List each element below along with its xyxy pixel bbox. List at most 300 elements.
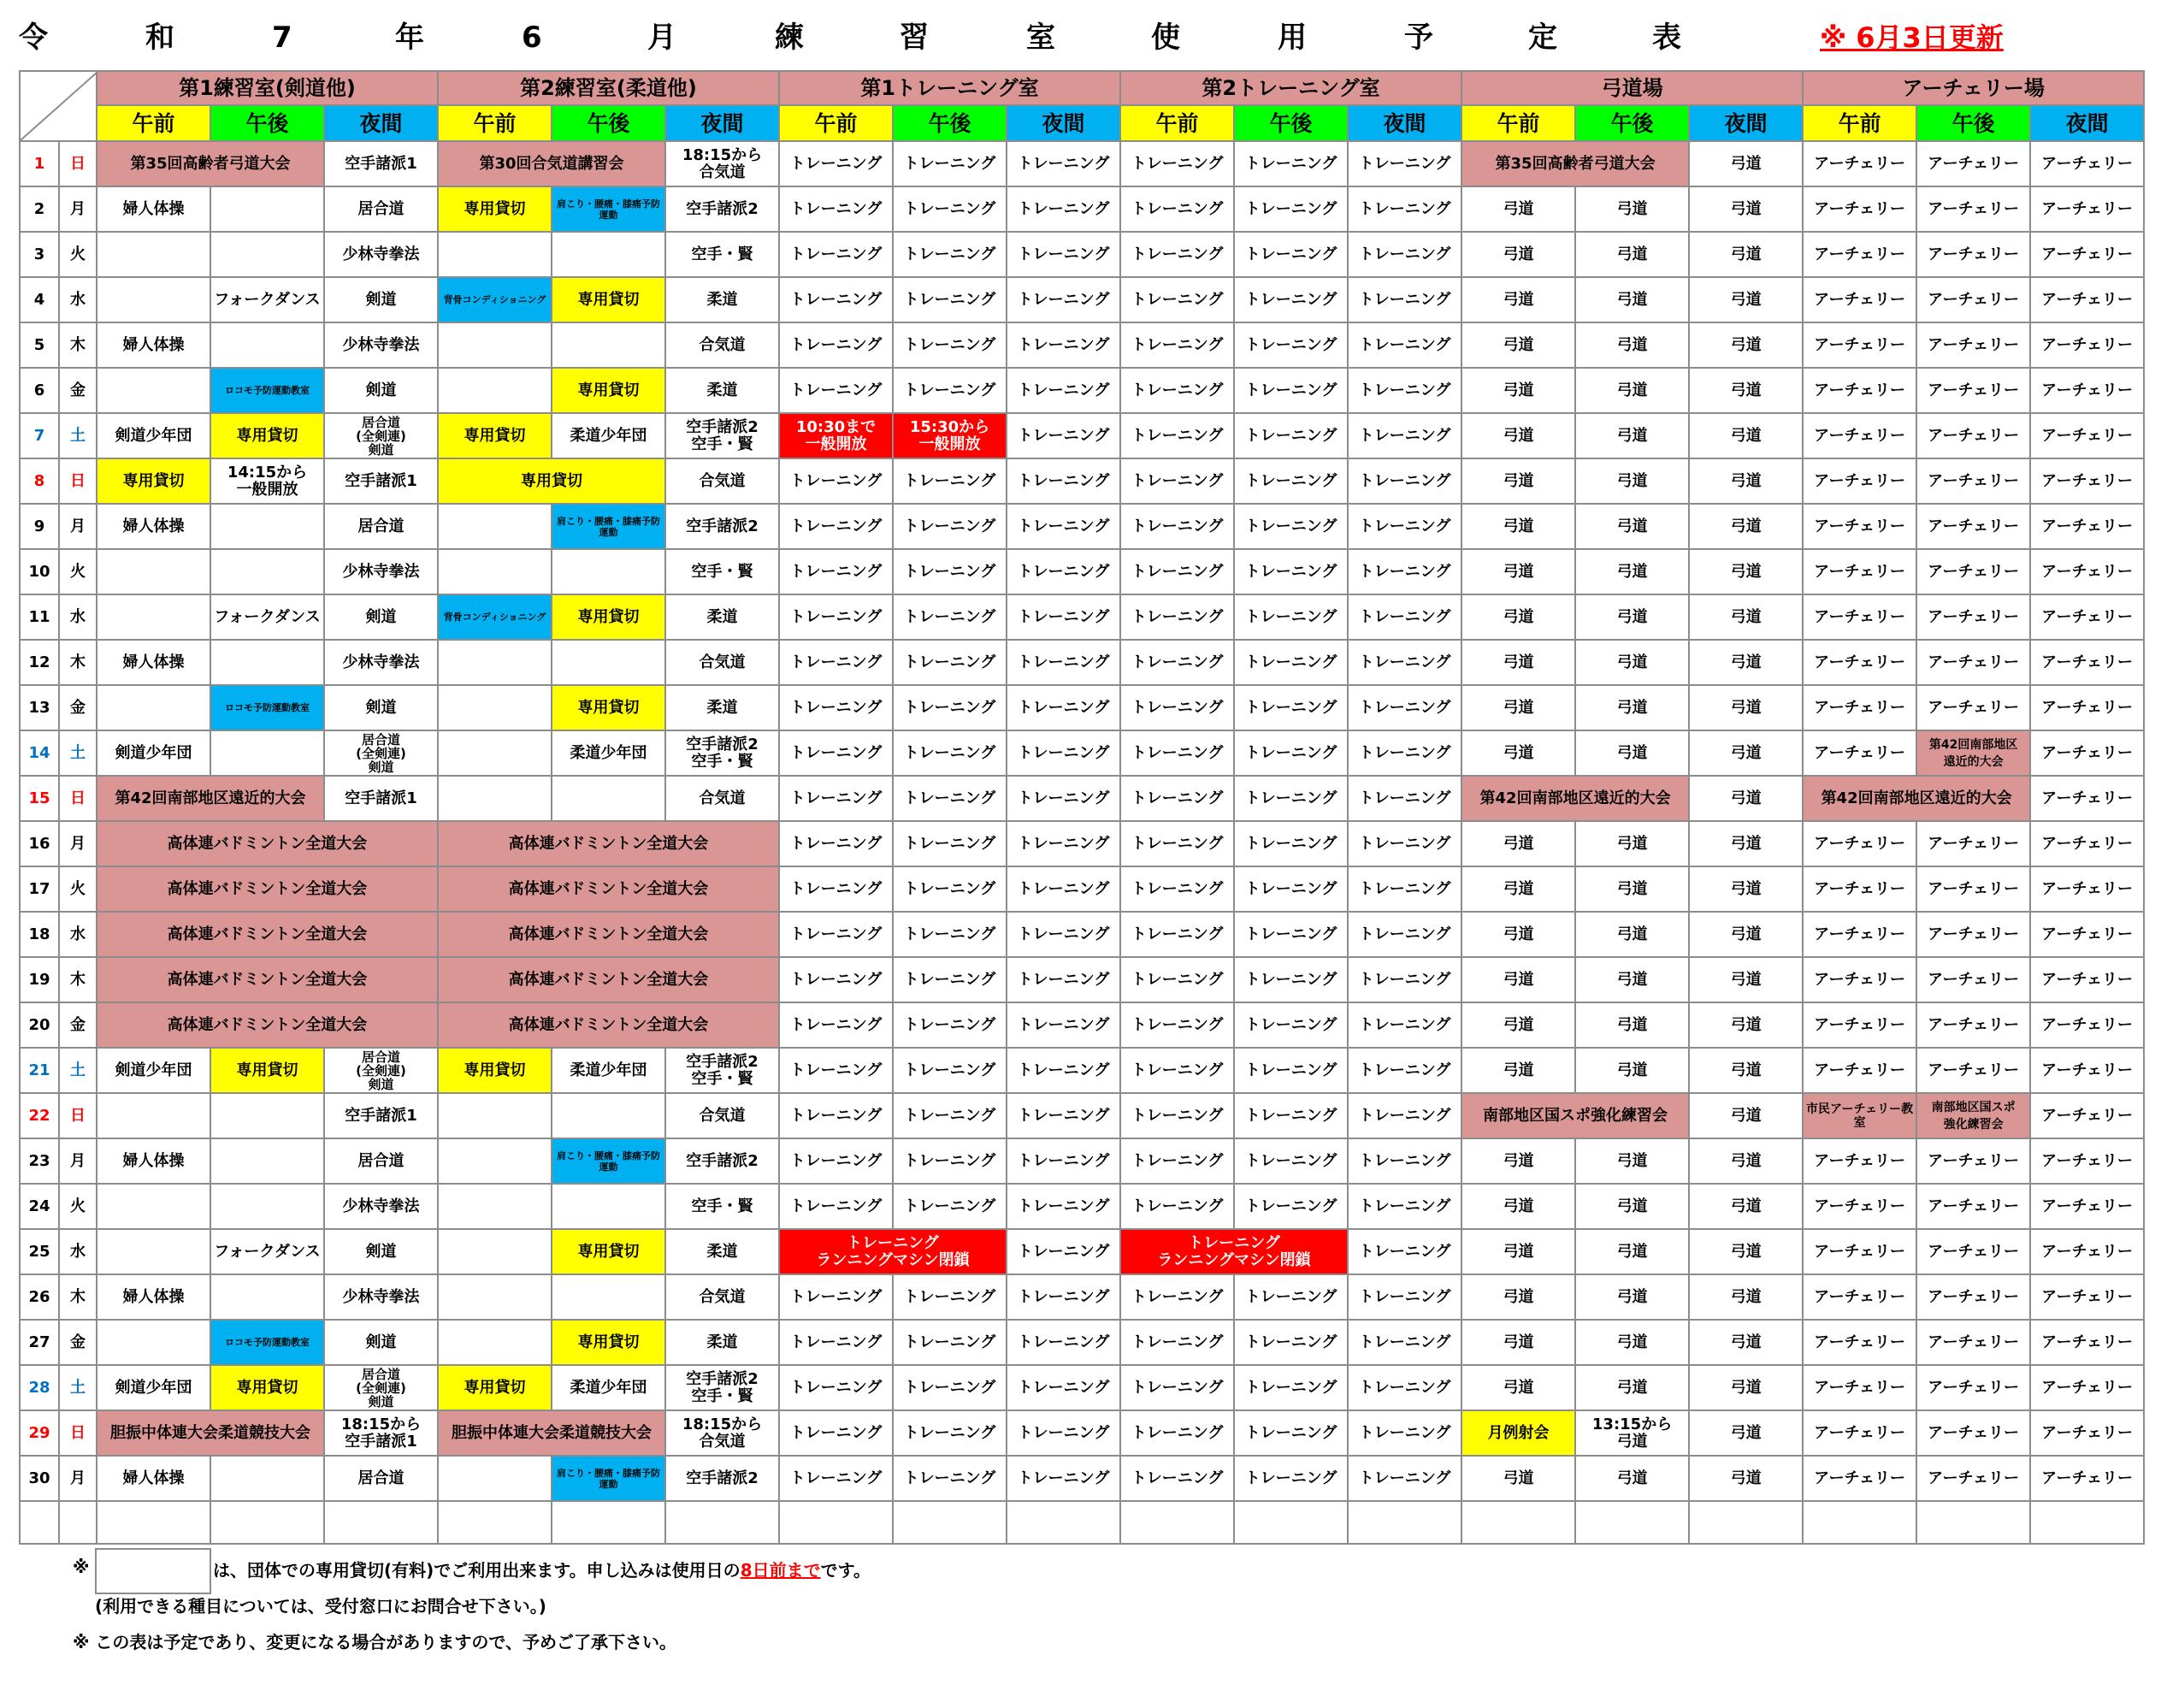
cell-text: 高体連バドミントン全道大会 [508,925,709,943]
cell-text: 高体連バドミントン全道大会 [508,835,709,853]
cell-text: トレーニング [1017,381,1110,399]
schedule-cell [1120,277,1234,322]
cell-text: 弓道 [1616,517,1648,535]
cell-text: トレーニング [1358,1016,1451,1034]
schedule-cell [1234,866,1348,912]
blank-cell [1803,1501,1916,1544]
schedule-cell [1007,685,1120,730]
schedule-cell [1803,1184,1916,1229]
cell-text: アーチェリー [1928,1197,2020,1215]
cell-text: トレーニング [1131,925,1224,943]
cell-text: トレーニング [1358,245,1451,263]
day-number: 11 [20,594,59,640]
schedule-cell [1916,640,2030,685]
cell-text: トレーニング [1017,744,1110,762]
cell-text: 空手諸派2 空手・賢 [686,1052,759,1088]
cell-text: 月例射会 [1487,1424,1550,1442]
schedule-cell [1461,1456,1575,1501]
schedule-cell [324,413,438,458]
schedule-cell [1689,1002,1803,1048]
cell-text: 弓道 [1616,880,1648,898]
title-char: 和 [145,21,174,55]
cell-text: 弓道 [1616,1152,1648,1170]
schedule-cell [324,368,438,413]
schedule-cell [438,504,552,549]
schedule-cell [324,1365,438,1410]
schedule-cell [1348,640,1461,685]
cell-text: アーチェリー [1814,200,1906,218]
cell-text: 柔道少年団 [570,1379,647,1397]
day-number: 8 [20,458,59,504]
schedule-cell [1803,1229,1916,1274]
schedule-cell [1803,413,1916,458]
table-row [20,186,2144,232]
blank-cell [1120,1501,1234,1544]
cell-text: アーチェリー [1814,1152,1906,1170]
schedule-cell [97,821,438,866]
schedule-cell [1461,1138,1575,1184]
cell-text: 弓道 [1730,1243,1762,1261]
blank-row [20,1501,2144,1544]
cell-text: 居合道 (全剣連) 剣道 [356,731,406,775]
slot-header: 午後 [1916,105,2030,141]
schedule-cell [1803,1002,1916,1048]
weekday: 木 [59,957,97,1002]
schedule-cell [210,186,324,232]
schedule-cell [1234,413,1348,458]
schedule-cell [1689,277,1803,322]
schedule-cell [893,458,1007,504]
cell-text: 空手諸派1 [345,1107,417,1125]
day-number: 27 [20,1320,59,1365]
weekday: 日 [59,1410,97,1456]
schedule-cell [1689,1184,1803,1229]
schedule-cell [552,277,665,322]
schedule-cell [1575,186,1689,232]
slot-header: 夜間 [1348,105,1461,141]
schedule-cell [1461,1320,1575,1365]
cell-text: トレーニング [1244,835,1337,853]
cell-text: トレーニング [1358,1379,1451,1397]
schedule-cell [1916,368,2030,413]
cell-text: トレーニング [1244,472,1337,490]
cell-text: 第42回南部地区遠近的大会 [1479,789,1671,807]
cell-text: 弓道 [1730,200,1762,218]
cell-text: アーチェリー [1928,1469,2020,1487]
cell-text: 弓道 [1616,1243,1648,1261]
cell-text: 背骨コンディショニング [443,612,546,623]
schedule-cell [1348,1365,1461,1410]
slot-header: 午前 [97,105,210,141]
cell-text: トレーニング [789,200,883,218]
day-number: 10 [20,549,59,594]
schedule-cell [1461,186,1575,232]
schedule-cell [2030,776,2144,821]
schedule-cell [2030,1365,2144,1410]
schedule-cell [893,1456,1007,1501]
schedule-cell [1348,186,1461,232]
schedule-cell [438,957,779,1002]
schedule-cell [1120,1229,1348,1274]
weekday: 木 [59,322,97,368]
schedule-cell [1575,1048,1689,1093]
schedule-cell [1916,730,2030,776]
cell-text: トレーニング [1358,880,1451,898]
cell-text: トレーニング [1358,427,1451,445]
cell-text: トレーニング [1244,653,1337,671]
schedule-cell [1234,1138,1348,1184]
weekday: 日 [59,1093,97,1138]
schedule-cell [2030,458,2144,504]
blank-cell [1234,1501,1348,1544]
schedule-cell [893,821,1007,866]
schedule-cell [438,277,552,322]
cell-text: トレーニング [903,1379,996,1397]
schedule-cell [665,1456,779,1501]
schedule-cell [1007,1138,1120,1184]
schedule-cell [1916,1410,2030,1456]
schedule-cell [2030,594,2144,640]
weekday: 火 [59,866,97,912]
cell-text: トレーニング [1017,245,1110,263]
slot-header: 午後 [552,105,665,141]
schedule-cell [438,413,552,458]
table-row [20,1320,2144,1365]
cell-text: 高体連バドミントン全道大会 [167,880,368,898]
table-row [20,1410,2144,1456]
cell-text: 少林寺拳法 [342,336,420,354]
schedule-cell [779,685,893,730]
schedule-cell [1348,912,1461,957]
schedule-cell [1120,776,1234,821]
schedule-cell [1916,1093,2030,1138]
cell-text: 弓道 [1730,744,1762,762]
cell-text: 合気道 [699,653,746,671]
cell-text: 専用貸切 [463,1379,526,1397]
blank-cell [2030,1501,2144,1544]
cell-text: トレーニング [1131,789,1224,807]
schedule-cell [893,640,1007,685]
schedule-cell [2030,1048,2144,1093]
schedule-cell [97,866,438,912]
cell-text: トレーニング [1131,1379,1224,1397]
schedule-cell [665,1410,779,1456]
schedule-cell [210,549,324,594]
cell-text: 弓道 [1616,200,1648,218]
schedule-cell [1120,1410,1234,1456]
schedule-cell [97,594,210,640]
cell-text: アーチェリー [1814,835,1906,853]
schedule-cell [1803,1138,1916,1184]
cell-text: 柔道 [706,1243,738,1261]
cell-text: トレーニング [903,653,996,671]
schedule-cell [438,322,552,368]
cell-text: 弓道 [1616,1016,1648,1034]
schedule-cell [438,458,665,504]
schedule-cell [779,1365,893,1410]
cell-text: アーチェリー [1928,517,2020,535]
cell-text: 弓道 [1730,336,1762,354]
cell-text: 弓道 [1730,1424,1762,1442]
day-number: 7 [20,413,59,458]
cell-text: 居合道 [357,1152,404,1170]
cell-text: 弓道 [1616,608,1648,626]
cell-text: アーチェリー [1928,1333,2020,1351]
cell-text: トレーニング [1244,517,1337,535]
schedule-cell [1120,1093,1234,1138]
schedule-cell [779,186,893,232]
schedule-cell [1348,1184,1461,1229]
day-number: 16 [20,821,59,866]
cell-text: 専用貸切 [463,427,526,445]
schedule-cell [1916,141,2030,186]
day-number: 26 [20,1274,59,1320]
cell-text: 剣道少年団 [115,427,192,445]
cell-text: 剣道少年団 [115,1379,192,1397]
schedule-cell [1916,685,2030,730]
cell-text: アーチェリー [1928,653,2020,671]
schedule-cell [893,685,1007,730]
cell-text: 空手諸派1 [345,472,417,490]
schedule-cell [97,186,210,232]
schedule-cell [1348,549,1461,594]
schedule-cell [1689,1456,1803,1501]
schedule-cell [1916,1184,2030,1229]
schedule-cell [2030,957,2144,1002]
schedule-cell [97,504,210,549]
day-number: 9 [20,504,59,549]
cell-text: アーチェリー [2041,563,2134,581]
cell-text: 弓道 [1503,1061,1534,1079]
schedule-cell [1461,1184,1575,1229]
schedule-cell [1689,1365,1803,1410]
schedule-cell [1689,776,1803,821]
schedule-cell [1803,1274,1916,1320]
schedule-cell [1348,1229,1461,1274]
schedule-cell [1007,1229,1120,1274]
slot-header: 夜間 [1007,105,1120,141]
schedule-cell [210,504,324,549]
cell-text: 第42回南部地区 遠近的大会 [1928,737,2018,769]
schedule-cell [1007,821,1120,866]
schedule-cell [97,549,210,594]
schedule-cell [1120,549,1234,594]
cell-text: 14:15から 一般開放 [227,463,308,499]
schedule-cell [1120,1456,1234,1501]
blank-cell [1575,1501,1689,1544]
table-row [20,1138,2144,1184]
cell-text: トレーニング [903,608,996,626]
schedule-cell [552,1274,665,1320]
cell-text: 弓道 [1616,245,1648,263]
schedule-cell [1803,141,1916,186]
cell-text: アーチェリー [1814,699,1906,717]
cell-text: 高体連バドミントン全道大会 [167,925,368,943]
cell-text: 弓道 [1730,1379,1762,1397]
schedule-cell [1461,866,1575,912]
cell-text: アーチェリー [2041,1243,2134,1261]
schedule-cell [1234,594,1348,640]
schedule-cell [2030,1274,2144,1320]
schedule-cell [665,549,779,594]
cell-text: アーチェリー [1928,1424,2020,1442]
cell-text: トレーニング [789,653,883,671]
schedule-cell [1575,1410,1689,1456]
schedule-cell [1348,232,1461,277]
cell-text: トレーニング [1244,880,1337,898]
schedule-cell [1916,912,2030,957]
schedule-cell [97,1184,210,1229]
schedule-cell [779,1456,893,1501]
cell-text: トレーニング [1131,427,1224,445]
cell-text: トレーニング [903,1288,996,1306]
table-row [20,821,2144,866]
cell-text: 空手・賢 [691,563,753,581]
cell-text: トレーニング [1358,925,1451,943]
schedule-cell [1575,957,1689,1002]
cell-text: トレーニング [789,291,883,309]
schedule-cell [1689,549,1803,594]
cell-text: アーチェリー [1814,744,1906,762]
schedule-cell [779,1138,893,1184]
schedule-cell [665,1365,779,1410]
schedule-cell [324,504,438,549]
cell-text: アーチェリー [1814,517,1906,535]
cell-text: トレーニング [1017,653,1110,671]
schedule-cell [210,413,324,458]
schedule-cell [1803,549,1916,594]
title-char: 予 [1404,21,1433,55]
schedule-cell [1575,1274,1689,1320]
blank-cell [438,1501,552,1544]
schedule-cell [779,277,893,322]
cell-text: 市民アーチェリー教室 [1806,1102,1914,1130]
blank-cell [552,1501,665,1544]
cell-text: 高体連バドミントン全道大会 [167,835,368,853]
cell-text: 第42回南部地区遠近的大会 [115,789,306,807]
schedule-cell [438,1229,552,1274]
schedule-cell [779,730,893,776]
day-number: 3 [20,232,59,277]
cell-text: 居合道 [357,200,404,218]
weekday: 月 [59,821,97,866]
schedule-cell [1803,1320,1916,1365]
schedule-cell [210,1274,324,1320]
cell-text: 弓道 [1616,1288,1648,1306]
cell-text: 肩こり・腰痛・膝痛予防運動 [557,515,660,538]
cell-text: 弓道 [1730,880,1762,898]
schedule-cell [1575,866,1689,912]
day-number: 21 [20,1048,59,1093]
schedule-cell [1916,232,2030,277]
cell-text: トレーニング [1131,1016,1224,1034]
schedule-cell [1007,640,1120,685]
cell-text: 弓道 [1503,971,1534,989]
schedule-cell [324,277,438,322]
weekday: 日 [59,141,97,186]
schedule-cell [779,504,893,549]
schedule-cell [1461,821,1575,866]
schedule-cell [1575,413,1689,458]
cell-text: 空手諸派2 [686,200,759,218]
schedule-cell [97,640,210,685]
schedule-cell [1803,1456,1916,1501]
cell-text: トレーニング [1244,1288,1337,1306]
cell-text: アーチェリー [2041,608,2134,626]
title-char: 表 [1652,21,1681,55]
weekday: 月 [59,186,97,232]
schedule-cell [1120,1320,1234,1365]
schedule-cell [438,186,552,232]
schedule-cell [324,1320,438,1365]
cell-text: トレーニング [1244,155,1337,173]
schedule-cell [1689,322,1803,368]
schedule-cell [97,730,210,776]
schedule-cell [1120,957,1234,1002]
cell-text: 弓道 [1616,563,1648,581]
cell-text: アーチェリー [1814,1469,1906,1487]
schedule-cell [1575,322,1689,368]
schedule-cell [324,1274,438,1320]
schedule-cell [1461,776,1689,821]
cell-text: 弓道 [1503,1016,1534,1034]
schedule-cell [1348,866,1461,912]
schedule-cell [438,1093,552,1138]
schedule-cell [97,912,438,957]
schedule-cell [2030,322,2144,368]
schedule-cell [1348,1002,1461,1048]
schedule-cell [893,1184,1007,1229]
schedule-cell [665,413,779,458]
cell-text: 婦人体操 [122,1152,185,1170]
schedule-cell [1689,730,1803,776]
schedule-cell [552,1229,665,1274]
schedule-cell [1803,685,1916,730]
schedule-cell [552,1048,665,1093]
title-char: 定 [1528,21,1557,55]
day-number: 17 [20,866,59,912]
schedule-cell [2030,912,2144,957]
schedule-cell [1575,1229,1689,1274]
cell-text: ロコモ予防運動教室 [225,1337,310,1348]
cell-text: トレーニング [789,789,883,807]
cell-text: トレーニング [789,835,883,853]
cell-text: 弓道 [1503,1288,1534,1306]
schedule-cell [1234,1456,1348,1501]
cell-text: アーチェリー [1814,291,1906,309]
cell-text: トレーニング [789,1107,883,1125]
table-row [20,549,2144,594]
day-number: 28 [20,1365,59,1410]
schedule-cell [779,413,893,458]
schedule-cell [1461,1365,1575,1410]
schedule-cell [324,322,438,368]
cell-text: トレーニング [789,925,883,943]
cell-text: トレーニング [903,1197,996,1215]
cell-text: アーチェリー [2041,835,2134,853]
title-char: 用 [1278,21,1307,55]
schedule-cell [893,368,1007,413]
cell-text: アーチェリー [1814,563,1906,581]
schedule-cell [97,232,210,277]
cell-text: 専用貸切 [236,1379,298,1397]
schedule-cell [665,640,779,685]
cell-text: トレーニング [903,1107,996,1125]
schedule-cell [779,141,893,186]
cell-text: 空手諸派2 空手・賢 [686,735,759,771]
cell-text: トレーニング [1244,1152,1337,1170]
schedule-cell [665,1138,779,1184]
